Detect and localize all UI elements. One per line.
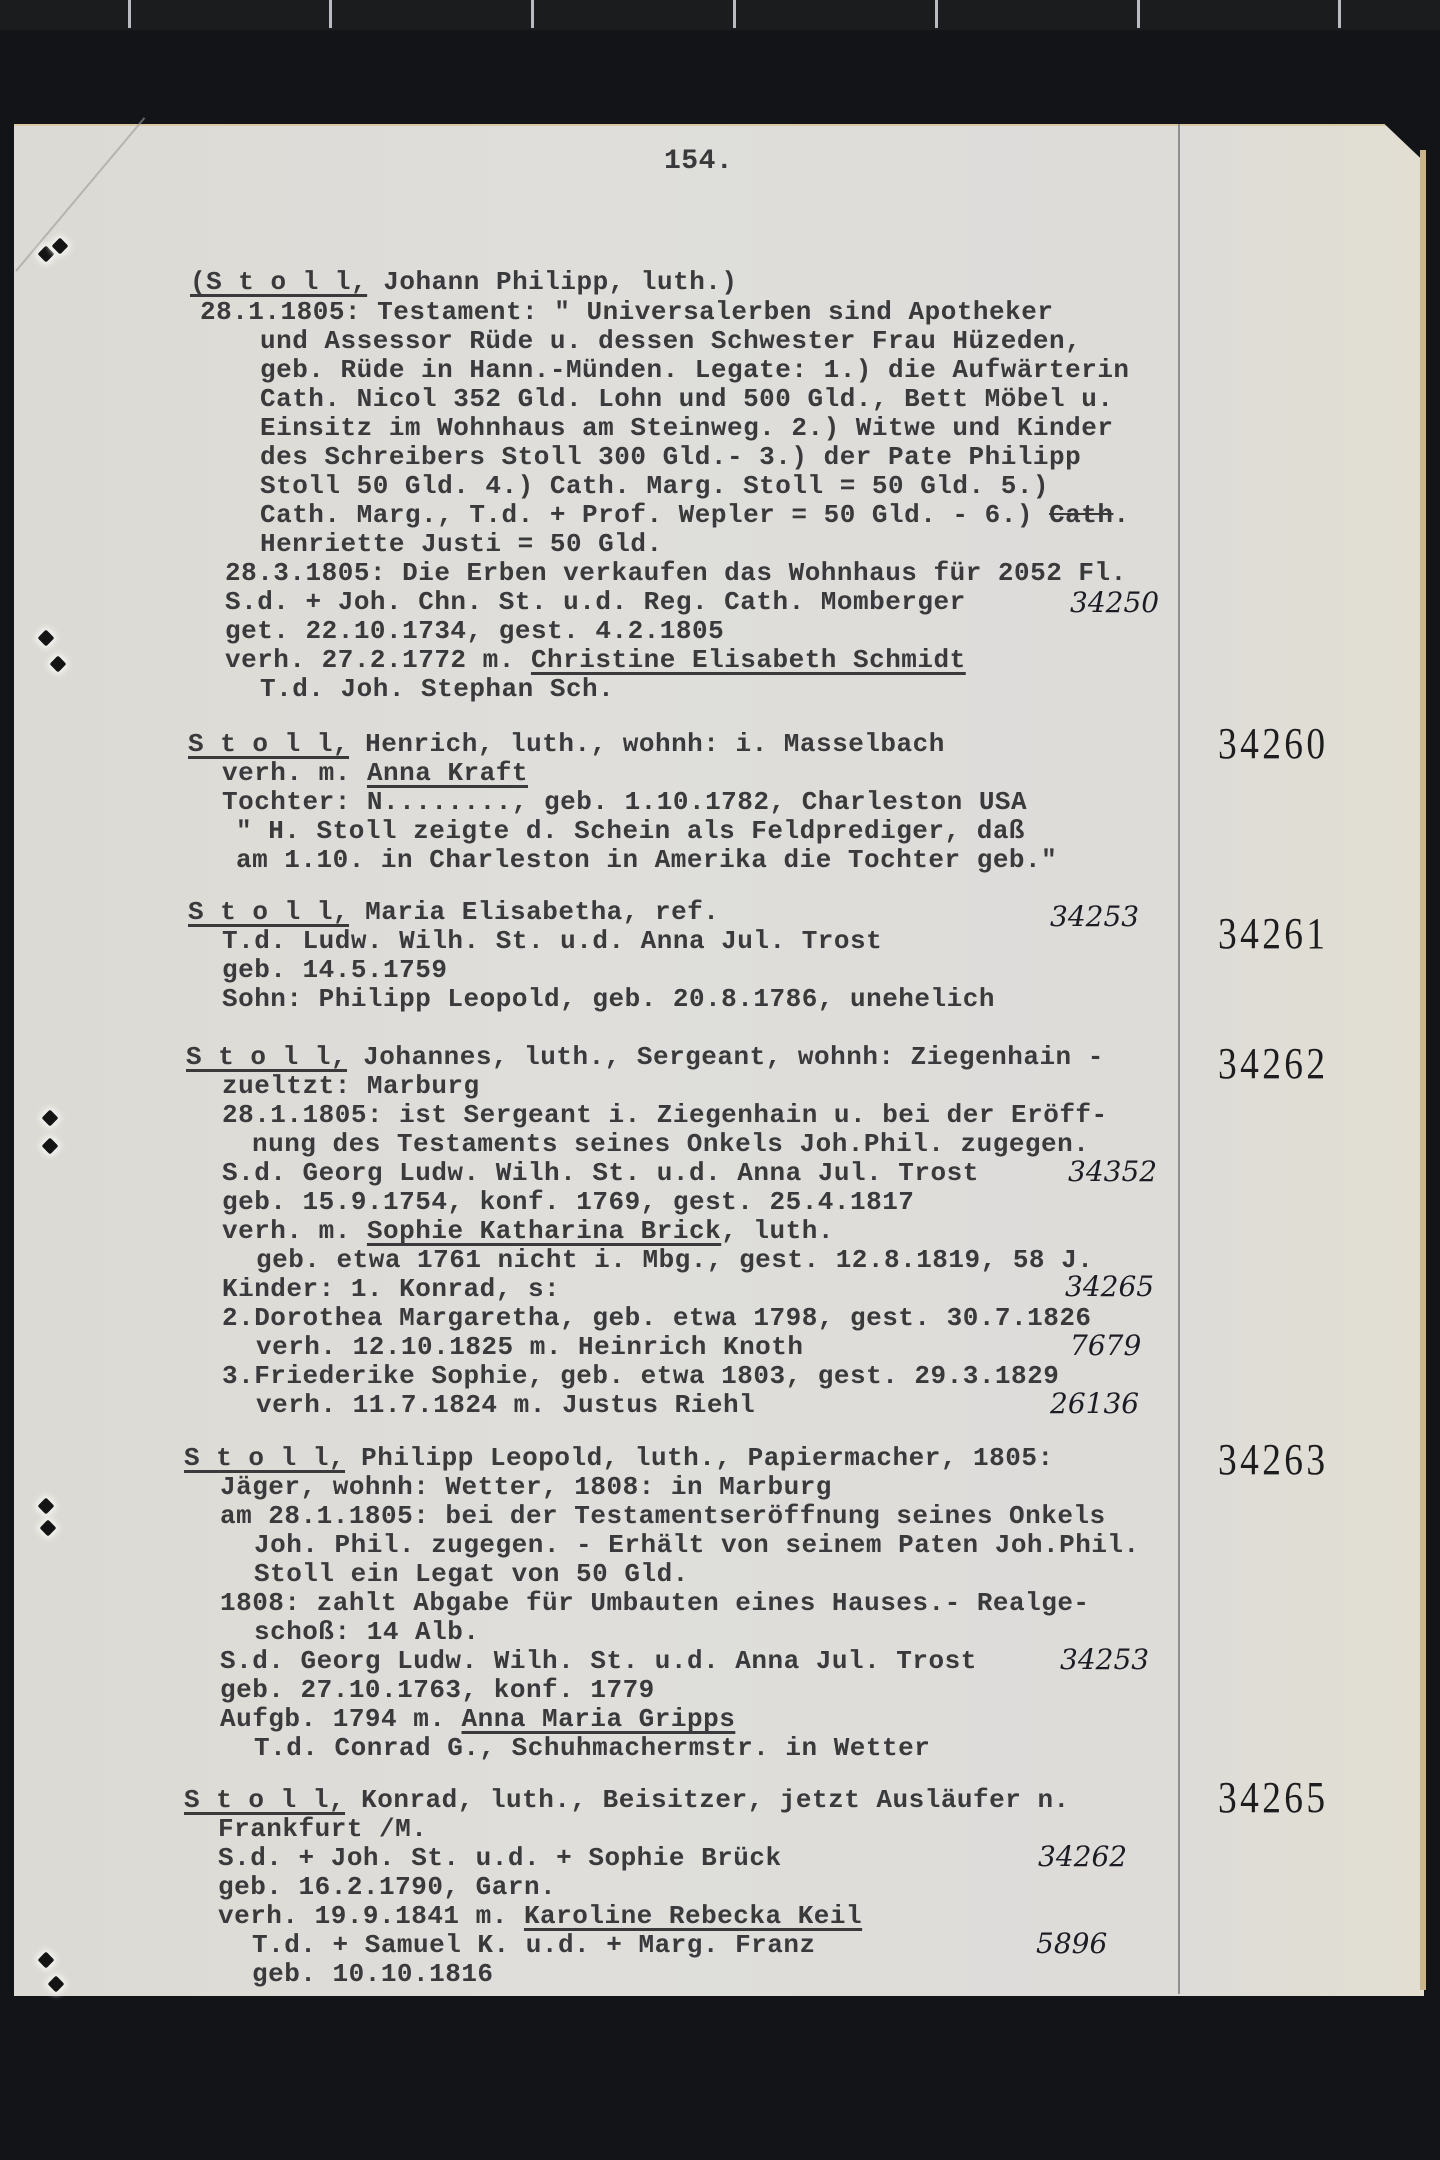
line-text: Johannes, luth., Sergeant, wohnh: Ziegenhain - — [347, 1042, 1104, 1072]
film-tick — [128, 0, 131, 28]
handwritten-reference: 34352 — [1068, 1155, 1158, 1188]
line-text: get. 22.10.1734, gest. 4.2.1805 — [225, 616, 725, 646]
entry-line — [260, 472, 1049, 500]
entry-line — [220, 1502, 1106, 1530]
film-tick — [935, 0, 938, 28]
entry-line — [222, 1188, 914, 1216]
line-text: . — [1113, 500, 1130, 530]
entry-line — [184, 1444, 1054, 1472]
line-text: Johann Philipp, luth.) — [367, 267, 738, 297]
line-text: T.d. + Samuel K. u.d. + Marg. Franz — [252, 1930, 816, 1960]
entry-line — [260, 327, 1081, 355]
underlined-name: S t o l l, — [184, 1785, 346, 1815]
struck-text: Cath — [1049, 500, 1114, 530]
entry-line — [222, 1159, 979, 1187]
line-text: Stoll ein Legat von 50 Gld. — [254, 1559, 689, 1589]
line-text: am 1.10. in Charleston in Amerika die Tochter geb." — [236, 845, 1058, 875]
line-text: Maria Elisabetha, ref. — [349, 897, 720, 927]
line-text: Jäger, wohnh: Wetter, 1808: in Marburg — [220, 1472, 832, 1502]
entry-line — [188, 898, 719, 926]
handwritten-reference: 7679 — [1070, 1329, 1142, 1362]
entry-line — [254, 1560, 689, 1588]
entry-line — [222, 927, 882, 955]
entry-line — [256, 1391, 755, 1419]
entry-line — [220, 1473, 832, 1501]
entry-line — [260, 356, 1130, 384]
line-text: zueltzt: Marburg — [222, 1071, 480, 1101]
line-text: geb. etwa 1761 nicht i. Mbg., gest. 12.8.1819, 58 J. — [256, 1245, 1094, 1275]
line-text: verh. 11.7.1824 m. Justus Riehl — [256, 1390, 756, 1420]
entry-line — [222, 1101, 1108, 1129]
entry-line — [218, 1844, 782, 1872]
entry-line — [260, 501, 1130, 529]
entry-line — [260, 443, 1081, 471]
entry-line — [186, 1043, 1104, 1071]
handwritten-reference: 26136 — [1050, 1387, 1140, 1420]
line-text: verh. m. — [222, 758, 367, 788]
entry-line — [252, 1960, 494, 1988]
entry-line — [252, 1130, 1089, 1158]
line-text: geb. 14.5.1759 — [222, 955, 448, 985]
entry-line — [218, 1902, 862, 1930]
entry-line — [222, 759, 528, 787]
line-text: verh. 27.2.1772 m. — [225, 645, 531, 675]
line-text: " H. Stoll zeigte d. Schein als Feldprediger, daß — [236, 816, 1026, 846]
entry-line — [220, 1647, 977, 1675]
entry-line — [225, 559, 1127, 587]
entry-line — [260, 675, 614, 703]
entry-line — [218, 1815, 427, 1843]
line-text: geb. 10.10.1816 — [252, 1959, 494, 1989]
handwritten-reference: 5896 — [1036, 1927, 1108, 1960]
line-text: Tochter: N........, geb. 1.10.1782, Charleston USA — [222, 787, 1028, 817]
underlined-name: S t o l l, — [188, 897, 350, 927]
line-text: Einsitz im Wohnhaus am Steinweg. 2.) Witwe und Kinder — [260, 413, 1114, 443]
entry-line — [222, 1362, 1059, 1390]
entry-line — [260, 414, 1113, 442]
entry-line — [222, 1275, 560, 1303]
line-text: des Schreibers Stoll 300 Gld.- 3.) der Pate Philipp — [260, 442, 1082, 472]
line-text: Philipp Leopold, luth., Papiermacher, 1805: — [345, 1443, 1054, 1473]
entry-line — [188, 730, 945, 758]
entry-line — [222, 1217, 834, 1245]
underlined-name: Karoline Rebecka Keil — [523, 1901, 863, 1931]
line-text: Henriette Justi = 50 Gld. — [260, 529, 663, 559]
entry-line — [256, 1333, 804, 1361]
underlined-name: (S t o l l, — [190, 267, 368, 297]
underlined-name: S t o l l, — [184, 1443, 346, 1473]
line-text: Konrad, luth., Beisitzer, jetzt Ausläufer n. — [345, 1785, 1070, 1815]
line-text: S.d. Georg Ludw. Wilh. St. u.d. Anna Jul. Trost — [222, 1158, 979, 1188]
entry-line — [220, 1676, 655, 1704]
line-text: geb. Rüde in Hann.-Münden. Legate: 1.) die Aufwärterin — [260, 355, 1130, 385]
line-text: schoß: 14 Alb. — [254, 1617, 480, 1647]
entry-line — [236, 817, 1025, 845]
handwritten-reference: 34262 — [1038, 1840, 1128, 1873]
entry-line — [220, 1589, 1090, 1617]
line-text: Kinder: 1. Konrad, s: — [222, 1274, 561, 1304]
handwritten-reference: 34253 — [1060, 1643, 1150, 1676]
record-number-stamp: 34265 — [1218, 1773, 1329, 1822]
line-text: S.d. + Joh. Chn. St. u.d. Reg. Cath. Momberger — [225, 587, 966, 617]
page-edge — [1420, 150, 1426, 1990]
line-text: T.d. Conrad G., Schuhmachermstr. in Wetter — [254, 1733, 931, 1763]
entry-line — [200, 298, 1053, 326]
entry-line — [190, 268, 738, 296]
line-text: geb. 27.10.1763, konf. 1779 — [220, 1675, 655, 1705]
handwritten-reference: 34265 — [1065, 1270, 1155, 1303]
line-text: T.d. Joh. Stephan Sch. — [260, 674, 615, 704]
entry-line — [222, 1072, 480, 1100]
entry-line — [254, 1734, 930, 1762]
line-text: Frankfurt /M. — [218, 1814, 428, 1844]
line-text: , luth. — [721, 1216, 834, 1246]
film-strip-top — [0, 0, 1440, 30]
entry-line — [218, 1873, 556, 1901]
line-text: 28.1.1805: ist Sergeant i. Ziegenhain u. bei der Eröff- — [222, 1100, 1108, 1130]
line-text: 28.3.1805: Die Erben verkaufen das Wohnhaus für 2052 Fl. — [225, 558, 1127, 588]
line-text: Henrich, luth., wohnh: i. Masselbach — [349, 729, 945, 759]
entry-line — [260, 385, 1113, 413]
line-text: Aufgb. 1794 m. — [220, 1704, 462, 1734]
line-text: Cath. Nicol 352 Gld. Lohn und 500 Gld., Bett Möbel u. — [260, 384, 1114, 414]
column-divider-line — [1178, 124, 1180, 1994]
entry-line — [252, 1931, 816, 1959]
film-tick — [1137, 0, 1140, 28]
line-text: S.d. + Joh. St. u.d. + Sophie Brück — [218, 1843, 782, 1873]
entry-line — [225, 617, 724, 645]
line-text: geb. 16.2.1790, Garn. — [218, 1872, 557, 1902]
line-text: nung des Testaments seines Onkels Joh.Phil. zugegen. — [252, 1129, 1090, 1159]
underlined-name: Anna Maria Gripps — [461, 1704, 736, 1734]
film-tick — [733, 0, 736, 28]
entry-line — [222, 1304, 1092, 1332]
entry-line — [236, 846, 1057, 874]
line-text: 1808: zahlt Abgabe für Umbauten eines Hauses.- Realge- — [220, 1588, 1090, 1618]
line-text: T.d. Ludw. Wilh. St. u.d. Anna Jul. Trost — [222, 926, 883, 956]
line-text: Cath. Marg., T.d. + Prof. Wepler = 50 Gld. - 6.) — [260, 500, 1050, 530]
underlined-name: S t o l l, — [188, 729, 350, 759]
entry-line — [222, 956, 447, 984]
line-text: verh. 19.9.1841 m. — [218, 1901, 524, 1931]
line-text: 2.Dorothea Margaretha, geb. etwa 1798, gest. 30.7.1826 — [222, 1303, 1092, 1333]
handwritten-reference: 34250 — [1070, 586, 1160, 619]
line-text: verh. 12.10.1825 m. Heinrich Knoth — [256, 1332, 804, 1362]
entry-line — [220, 1705, 735, 1733]
line-text: S.d. Georg Ludw. Wilh. St. u.d. Anna Jul. Trost — [220, 1646, 977, 1676]
line-text: am 28.1.1805: bei der Testamentseröffnung seines Onkels — [220, 1501, 1106, 1531]
entry-line — [222, 788, 1027, 816]
entry-line — [225, 646, 966, 674]
handwritten-reference: 34253 — [1050, 900, 1140, 933]
line-text: Joh. Phil. zugegen. - Erhält von seinem Paten Joh.Phil. — [254, 1530, 1140, 1560]
line-text: geb. 15.9.1754, konf. 1769, gest. 25.4.1817 — [222, 1187, 915, 1217]
line-text: 3.Friederike Sophie, geb. etwa 1803, gest. 29.3.1829 — [222, 1361, 1060, 1391]
entry-line — [222, 985, 995, 1013]
film-tick — [1338, 0, 1341, 28]
line-text: Stoll 50 Gld. 4.) Cath. Marg. Stoll = 50 Gld. 5.) — [260, 471, 1050, 501]
record-number-stamp: 34263 — [1218, 1435, 1329, 1484]
entry-line — [184, 1786, 1070, 1814]
entry-line — [254, 1531, 1140, 1559]
entry-line — [260, 530, 663, 558]
line-text: verh. m. — [222, 1216, 367, 1246]
underlined-name: Sophie Katharina Brick — [366, 1216, 722, 1246]
line-text: 28.1.1805: Testament: " Universalerben sind Apotheker — [200, 297, 1054, 327]
line-text: Sohn: Philipp Leopold, geb. 20.8.1786, unehelich — [222, 984, 995, 1014]
entry-line — [256, 1246, 1093, 1274]
page-number: 154. — [664, 146, 734, 177]
underlined-name: S t o l l, — [186, 1042, 348, 1072]
entry-line — [225, 588, 966, 616]
record-number-stamp: 34261 — [1218, 909, 1329, 958]
line-text: und Assessor Rüde u. dessen Schwester Frau Hüzeden, — [260, 326, 1082, 356]
film-tick — [531, 0, 534, 28]
underlined-name: Christine Elisabeth Schmidt — [530, 645, 966, 675]
record-number-stamp: 34260 — [1218, 719, 1329, 768]
underlined-name: Anna Kraft — [366, 758, 528, 788]
record-number-stamp: 34262 — [1218, 1039, 1329, 1088]
entry-line — [254, 1618, 479, 1646]
film-tick — [329, 0, 332, 28]
